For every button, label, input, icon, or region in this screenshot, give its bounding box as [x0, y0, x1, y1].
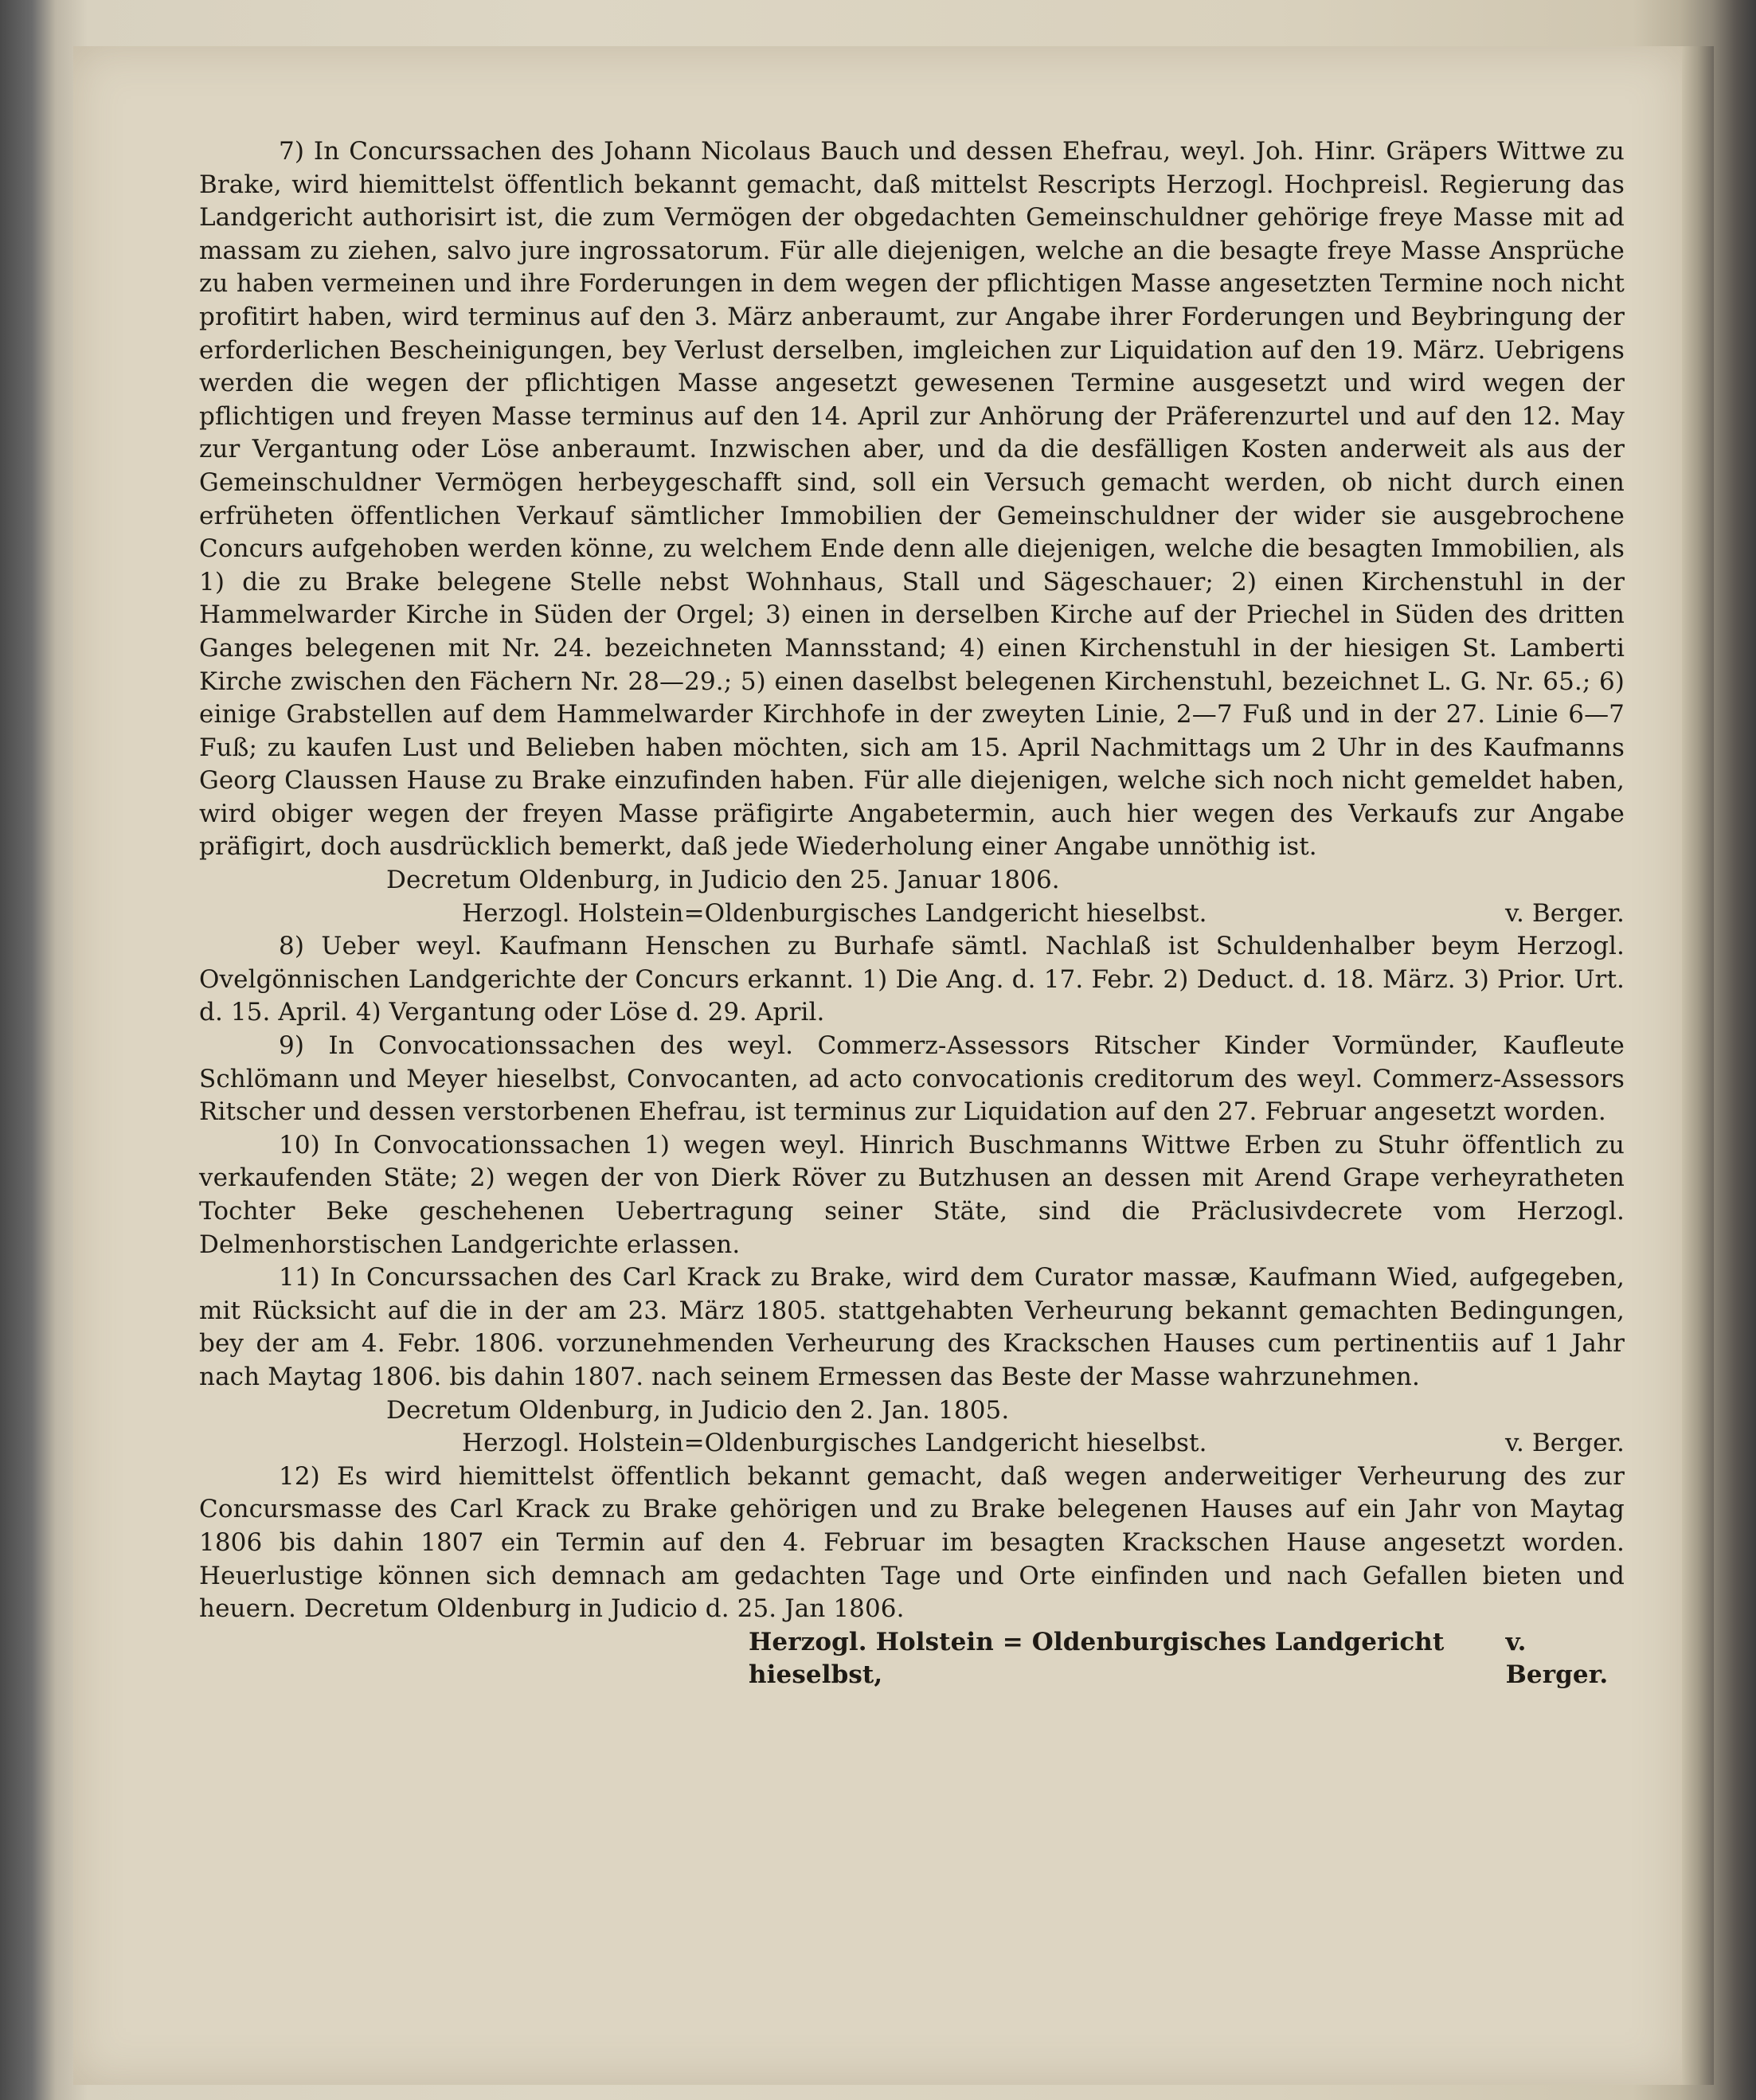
court-signature: Herzogl. Holstein=Oldenburgisches Landgericht hieselbst.: [462, 898, 1207, 928]
document-body: [199, 135, 1625, 1692]
signature-line-1: [199, 897, 1625, 931]
judge-signature: v. Berger.: [1505, 1627, 1609, 1690]
paragraph-11: 11) In Concurssachen des Carl Krack zu Brake, wird dem Curator massæ, Kaufmann Wied, aufgegeben, mit Rücksicht auf die in der am 23. März 1805. stattgehabten Verheurung bekannt gemachten Bedingungen, bey der am 4. Febr. 1806. vorzunehmenden Verheurung des Krackschen Hauses cum pertinentiis auf 1 Jahr nach Maytag 1806. bis dahin 1807. nach seinem Ermessen das Beste der Masse wahrzunehmen.: [199, 1263, 1625, 1391]
paragraph-7: 7) In Concurssachen des Johann Nicolaus Bauch und dessen Ehefrau, weyl. Joh. Hinr. Gräpers Wittwe zu Brake, wird hiemittelst öffentlich bekannt gemacht, daß mittelst Rescripts Herzogl. Hochpreisl. Regierung das Landgericht authorisirt ist, die zum Vermögen der obgedachten Gemeinschuldner gehörige freye Masse mit ad massam zu ziehen, salvo jure ingrossatorum. Für alle diejenigen, welche an die besagte freye Masse Ansprüche zu haben vermeinen und ihre Forderungen in dem wegen der pflichtigen Masse angesetzten Termine noch nicht profitirt haben, wird terminus auf den 3. März anberaumt, zur Angabe ihrer Forderungen und Beybringung der erforderlichen Bescheinigungen, bey Verlust derselben, imgleichen zur Liquidation auf den 19. März. Uebrigens werden die wegen der pflichtigen Masse angesetzt gewesenen Termine ausgesetzt und wird wegen der pflichtigen und freyen Masse terminus auf den 14. April zur Anhörung der Präferenzurtel und auf den 12. May zur Vergantung oder Löse anberaumt. Inzwischen aber, und da die desfälligen Kosten anderweit als aus der Gemeinschuldner Vermögen herbeygeschafft sind, soll ein Versuch gemacht werden, ob nicht durch einen erfrüheten öffentlichen Verkauf sämtlicher Immobilien der Gemeinschuldner der wider sie ausgebrochene Concurs aufgehoben werden könne, zu welchem Ende denn alle diejenigen, welche die besagten Immobilien, als 1) die zu Brake belegene Stelle nebst Wohnhaus, Stall und Sägeschauer; 2) einen Kirchenstuhl in der Hammelwarder Kirche in Süden der Orgel; 3) einen in derselben Kirche auf der Priechel in Süden des dritten Ganges belegenen mit Nr. 24. bezeichneten Mannsstand; 4) einen Kirchenstuhl in der hiesigen St. Lamberti Kirche zwischen den Fächern Nr. 28—29.; 5) einen daselbst belegenen Kirchenstuhl, bezeichnet L. G. Nr. 65.; 6) einige Grabstellen auf dem Hammelwarder Kirchhofe in der zweyten Linie, 2—7 Fuß und in der 27. Linie 6—7 Fuß; zu kaufen Lust und Belieben haben möchten, sich am 15. April Nachmittags um 2 Uhr in des Kaufmanns Georg Claussen Hause zu Brake einzufinden haben. Für alle diejenigen, welche sich noch nicht gemeldet haben, wird obiger wegen der freyen Masse präfigirte Angabetermin, auch hier wegen des Verkaufs zur Angabe präfigirt, doch ausdrücklich bemerkt, daß jede Wiederholung einer Angabe unnöthig ist.: [199, 137, 1625, 862]
decretum-line-2: Decretum Oldenburg, in Judicio den 2. Jan. 1805.: [386, 1395, 1010, 1425]
paragraph-9: 9) In Convocationssachen des weyl. Commerz-Assessors Ritscher Kinder Vormünder, Kaufleute Schlömann und Meyer hieselbst, Convocanten, ad acto convocationis creditorum des weyl. Commerz-Assessors Ritscher und dessen verstorbenen Ehefrau, ist terminus zur Liquidation auf den 27. Februar angesetzt worden.: [199, 1031, 1625, 1127]
paragraph-12: 12) Es wird hiemittelst öffentlich bekannt gemacht, daß wegen anderweitiger Verheurung des zur Concursmasse des Carl Krack zu Brake gehörigen und zu Brake belegenen Hauses auf ein Jahr von Maytag 1806 bis dahin 1807 ein Termin auf den 4. Februar im besagten Krackschen Hause angesetzt worden. Heuerlustige können sich demnach am gedachten Tage und Orte einfinden und nach Gefallen bieten und heuern. Decretum Oldenburg in Judicio d. 25. Jan 1806.: [199, 1461, 1625, 1624]
signature-line-3: [199, 1626, 1625, 1692]
page-edge: [1682, 46, 1714, 2085]
decretum-line-1: Decretum Oldenburg, in Judicio den 25. Januar 1806.: [386, 866, 1060, 895]
court-signature: Herzogl. Holstein = Oldenburgisches Landgericht hieselbst,: [749, 1627, 1445, 1690]
paragraph-10: 10) In Convocationssachen 1) wegen weyl. Hinrich Buschmanns Wittwe Erben zu Stuhr öffentlich zu verkaufenden Stäte; 2) wegen der von Dierk Röver zu Butzhusen an dessen mit Arend Grape verheyratheten Tochter Beke geschehenen Uebertragung seiner Stäte, sind die Präclusivdecrete vom Herzogl. Delmenhorstischen Landgerichte erlassen.: [199, 1130, 1625, 1259]
judge-signature: v. Berger.: [1505, 1429, 1625, 1458]
signature-line-2: [199, 1427, 1625, 1461]
judge-signature: v. Berger.: [1505, 898, 1625, 928]
court-signature: Herzogl. Holstein=Oldenburgisches Landgericht hieselbst.: [462, 1429, 1207, 1458]
paragraph-8: 8) Ueber weyl. Kaufmann Henschen zu Burhafe sämtl. Nachlaß ist Schuldenhalber beym Herzogl. Ovelgönnischen Landgerichte der Concurs erkannt. 1) Die Ang. d. 17. Febr. 2) Deduct. d. 18. März. 3) Prior. Urt. d. 15. April. 4) Vergantung oder Löse d. 29. April.: [199, 932, 1625, 1027]
